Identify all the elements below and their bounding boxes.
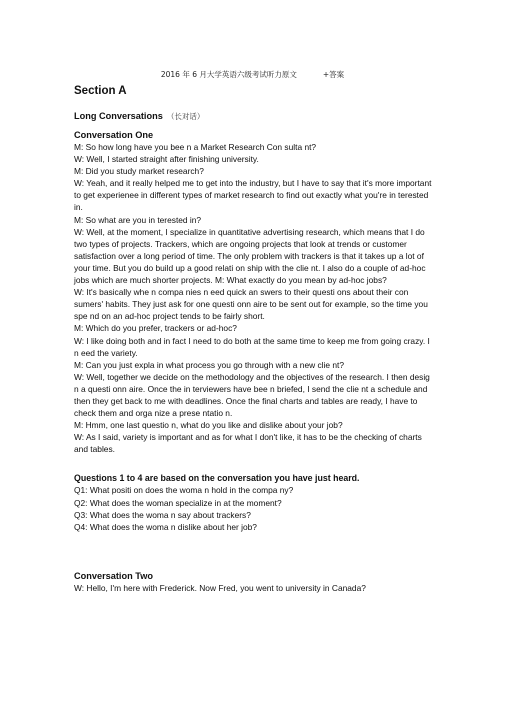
transcript-line: M: So what are you in terested in? bbox=[74, 214, 202, 225]
transcript-line: and tables. bbox=[74, 444, 115, 455]
transcript-line: n a questi onn aire. Once the in terviewers have bee n briefed, I send the clie nt a schedule and bbox=[74, 383, 428, 394]
transcript-line: M: Did you study market research? bbox=[74, 166, 204, 177]
header-title: 2016 年 6 月大学英语六级考试听力原文 bbox=[160, 70, 297, 79]
transcript-line: W: Well, I started straight after finishing university. bbox=[74, 154, 259, 165]
page-header bbox=[0, 69, 505, 80]
questions-list bbox=[74, 484, 486, 532]
transcript-line: sumers' habits. They just ask for one questi onn aire to be sent out for example, so the time you bbox=[74, 299, 428, 310]
transcript-line: M: Which do you prefer, trackers or ad-hoc? bbox=[74, 323, 237, 334]
transcript-line: spe nd on an ad-hoc project tends to be fairly short. bbox=[74, 311, 265, 322]
document-body bbox=[74, 84, 486, 594]
transcript-line: M: So how long have you bee n a Market Research Con sulta nt? bbox=[74, 142, 317, 152]
question-item: Q1: What positi on does the woma n hold in the compa ny? bbox=[74, 485, 294, 496]
transcript-line: W: Well, at the moment, I specialize in quantitative advertising research, which means that I do bbox=[74, 226, 425, 237]
transcript-line: satisfaction over a long period of time. The only problem with trackers is that it takes up a lot of bbox=[74, 250, 424, 261]
transcript-line: to get experienee in different types of market research to find out exactly what you're in terested bbox=[74, 190, 429, 201]
transcript-line: jobs which are much shorter projects. M: What exactly do you mean by ad-hoc jobs? bbox=[74, 275, 387, 286]
transcript-line: M: Can you just expla in what process you go through with a new clie nt? bbox=[74, 359, 345, 370]
transcript-line: W: I like doing both and in fact I need to do both at the same time to keep me from going crazy. I bbox=[74, 335, 430, 346]
transcript-line: M: Hmm, one last questio n, what do you like and dislike about your job? bbox=[74, 420, 343, 431]
conversation-one-title: Conversation One bbox=[74, 130, 154, 140]
conversation-two-title: Conversation Two bbox=[74, 570, 153, 581]
transcript-line: in. bbox=[74, 202, 83, 213]
transcript-line: check them and orga nize a prese ntatio n. bbox=[74, 408, 233, 419]
transcript-line: W: Hello, I'm here with Frederick. Now Fred, you went to university in Canada? bbox=[74, 582, 366, 593]
transcript-line: W: Yeah, and it really helped me to get into the industry, but I have to say that it's more important bbox=[74, 178, 432, 189]
question-item: Q2: What does the woman specialize in at the moment? bbox=[74, 497, 282, 508]
part-subtitle bbox=[74, 110, 486, 123]
subtitle-english: Long Conversations bbox=[74, 111, 163, 121]
transcript-line: then they get back to me with deadlines. Once the final charts and tables are ready, I have to bbox=[74, 395, 418, 406]
question-item: Q4: What does the woma n dislike about her job? bbox=[74, 521, 257, 532]
conversation-one-transcript bbox=[74, 141, 486, 455]
conversation-two-transcript bbox=[74, 582, 486, 594]
transcript-line: two types of projects. Trackers, which are ongoing projects that look at trends or customer bbox=[74, 238, 407, 249]
section-title: Section A bbox=[74, 85, 127, 97]
header-suffix: +答案 bbox=[322, 70, 345, 79]
question-item: Q3: What does the woma n say about trackers? bbox=[74, 509, 251, 520]
questions-heading: Questions 1 to 4 are based on the conversation you have just heard. bbox=[74, 473, 360, 484]
transcript-line: W: Well, together we decide on the methodology and the objectives of the research. I then desig bbox=[74, 371, 430, 382]
transcript-line: W: It's basically whe n compa nies n eed quick an swers to their questi ons about their con bbox=[74, 287, 409, 298]
subtitle-chinese: （长对话） bbox=[166, 112, 205, 121]
transcript-line: your time. But you do build up a good relati on ship with the clie nt. I also do a couple of ad-hoc bbox=[74, 262, 426, 273]
transcript-line: W: As I said, variety is important and as for what I don't like, it has to be the checking of charts bbox=[74, 432, 422, 443]
transcript-line: n eed the variety. bbox=[74, 347, 138, 358]
